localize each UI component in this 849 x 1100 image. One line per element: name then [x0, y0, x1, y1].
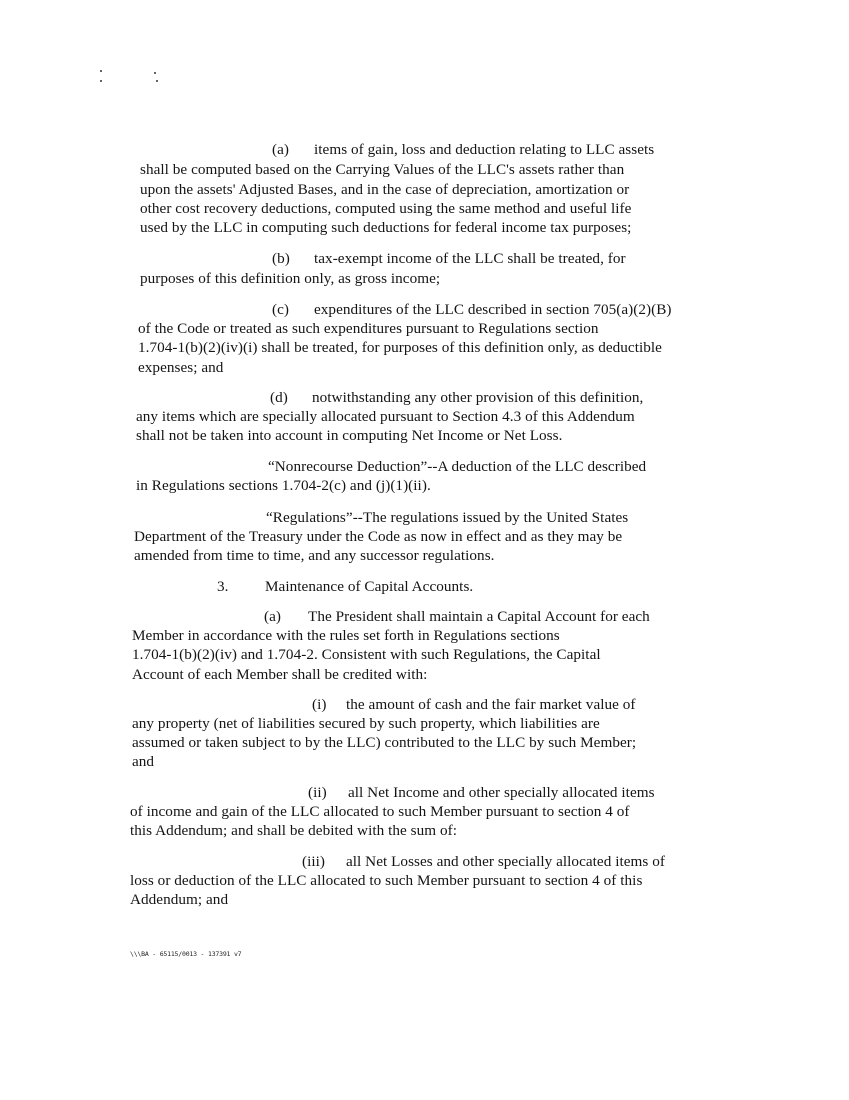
paragraph-line: amended from time to time, and any successor regulations. — [134, 547, 495, 564]
paragraph-first-line: (a) items of gain, loss and deduction relating to LLC assets — [272, 141, 655, 158]
paragraph-line: upon the assets' Adjusted Bases, and in the case of depreciation, amortization or — [140, 181, 630, 198]
paragraph-first-line: (i) the amount of cash and the fair market value of — [312, 696, 636, 713]
section-heading: 3. Maintenance of Capital Accounts. — [217, 578, 474, 595]
paragraph-label: (b) — [272, 250, 290, 267]
paragraph-line: any property (net of liabilities secured by such property, which liabilities are — [132, 715, 600, 732]
paragraph-line: Account of each Member shall be credited with: — [132, 666, 428, 683]
paragraph-label: (a) — [264, 608, 282, 625]
paragraph-line: this Addendum; and shall be debited with the sum of: — [130, 822, 457, 839]
paragraph-label: (i) — [312, 696, 327, 713]
paragraph-first-line: (c) expenditures of the LLC described in section 705(a)(2)(B) — [272, 301, 672, 318]
paragraph-line: 1.704-1(b)(2)(iv) and 1.704-2. Consistent with such Regulations, the Capital — [132, 646, 601, 663]
paragraph-line: and — [132, 753, 155, 770]
paragraph-label: (iii) — [302, 853, 326, 870]
paragraph-line: expenses; and — [138, 359, 224, 376]
paragraph-line: assumed or taken subject to by the LLC) contributed to the LLC by such Member; — [132, 734, 637, 751]
paragraph-first-line: (b) tax-exempt income of the LLC shall be treated, for — [272, 250, 626, 267]
scan-speck — [156, 80, 158, 82]
paragraph-line: shall be computed based on the Carrying Values of the LLC's assets rather than — [140, 161, 625, 178]
paragraph-line: Addendum; and — [130, 891, 229, 908]
paragraph-line: loss or deduction of the LLC allocated to such Member pursuant to section 4 of this — [130, 872, 643, 889]
paragraph-first-line: (iii) all Net Losses and other specially allocated items of — [302, 853, 665, 870]
definition-regulations: “Regulations”--The regulations issued by the United States — [266, 509, 629, 526]
paragraph-line: of the Code or treated as such expenditures pursuant to Regulations section — [138, 320, 599, 337]
paragraph-first-line: (a) The President shall maintain a Capital Account for each — [264, 608, 650, 625]
scan-speck — [100, 70, 102, 72]
paragraph-line: any items which are specially allocated pursuant to Section 4.3 of this Addendum — [136, 408, 635, 425]
paragraph-line: in Regulations sections 1.704-2(c) and (j)(1)(ii). — [136, 477, 431, 494]
paragraph-label: (c) — [272, 301, 290, 318]
paragraph-label: (d) — [270, 389, 288, 406]
scan-speck — [100, 80, 102, 82]
paragraph-line: 1.704-1(b)(2)(iv)(i) shall be treated, for purposes of this definition only, as deductible — [138, 339, 662, 356]
paragraph-line: purposes of this definition only, as gross income; — [140, 270, 441, 287]
paragraph-line: shall not be taken into account in computing Net Income or Net Loss. — [136, 427, 563, 444]
paragraph-line: used by the LLC in computing such deductions for federal income tax purposes; — [140, 219, 632, 236]
definition-nonrecourse-deduction: “Nonrecourse Deduction”--A deduction of the LLC described — [268, 458, 647, 475]
paragraph-line: Department of the Treasury under the Code as now in effect and as they may be — [134, 528, 623, 545]
paragraph-label: (a) — [272, 141, 290, 158]
paragraph-line: other cost recovery deductions, computed using the same method and useful life — [140, 200, 632, 217]
paragraph-line: of income and gain of the LLC allocated to such Member pursuant to section 4 of — [130, 803, 630, 820]
paragraph-label: (ii) — [308, 784, 327, 801]
paragraph-first-line: (d) notwithstanding any other provision of this definition, — [270, 389, 644, 406]
paragraph-first-line: (ii) all Net Income and other specially allocated items — [308, 784, 655, 801]
paragraph-line: Member in accordance with the rules set forth in Regulations sections — [132, 627, 560, 644]
document-id-footer: \\\BA - 65115/0013 - 137391 v7 — [130, 950, 242, 958]
scan-speck — [154, 72, 156, 74]
section-number: 3. — [217, 578, 229, 595]
